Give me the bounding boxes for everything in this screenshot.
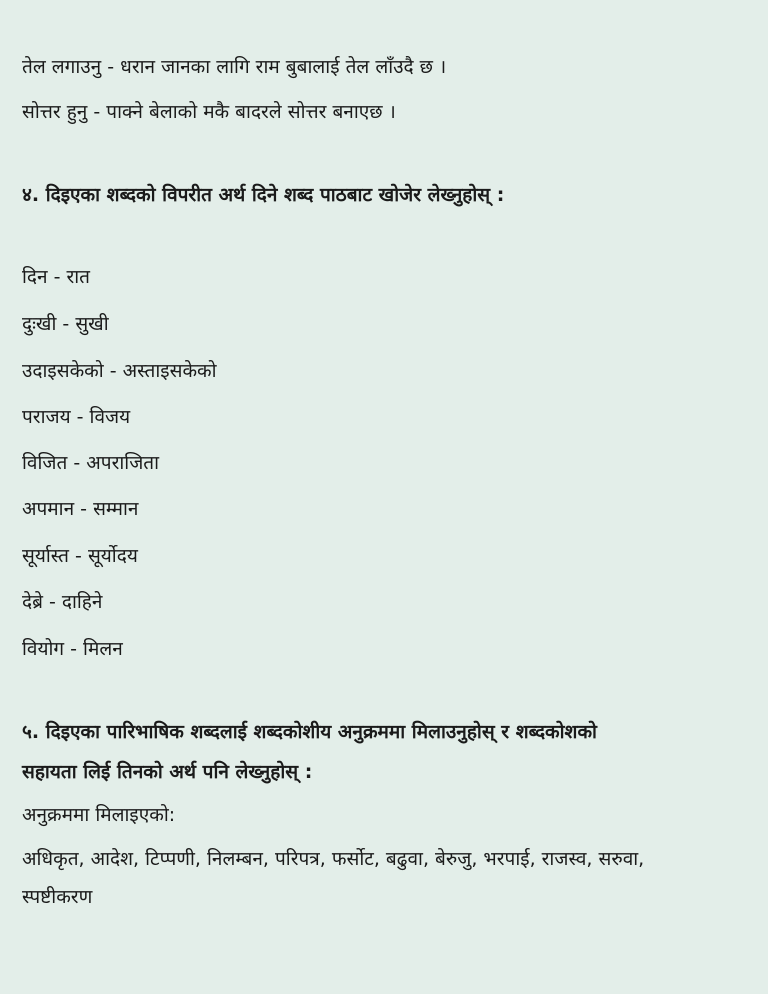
antonym-pair: अपमान - सम्मान <box>22 498 139 520</box>
antonym-pair: विजित - अपराजिता <box>22 452 160 474</box>
antonym-pair: दिन - रात <box>22 266 91 288</box>
question-4-heading: ४. दिइएका शब्दको विपरीत अर्थ दिने शब्द पाठबाट खोजेर लेख्नुहोस् : <box>22 184 505 206</box>
antonym-pair: देब्रे - दाहिने <box>22 591 103 613</box>
example-1: तेल लगाउनु - धरान जानका लागि राम बुबालाई तेल लाँउदै छ । <box>22 56 447 78</box>
sorted-list-line-1: अधिकृत, आदेश, टिप्पणी, निलम्बन, परिपत्र, फर्सोट, बढुवा, बेरुजु, भरपाई, राजस्व, सरुवा, <box>22 848 645 870</box>
antonym-pair: पराजय - विजय <box>22 406 131 428</box>
sorted-label: अनुक्रममा मिलाइएको: <box>22 804 176 826</box>
antonym-pair: वियोग - मिलन <box>22 638 123 660</box>
antonym-pair: दुःखी - सुखी <box>22 313 109 335</box>
sorted-list-line-2: स्पष्टीकरण <box>22 886 93 908</box>
antonym-pair: उदाइसकेको - अस्ताइसकेको <box>22 360 217 382</box>
question-5-heading-line-2: सहायता लिई तिनको अर्थ पनि लेख्नुहोस् : <box>22 761 313 783</box>
example-2: सोत्तर हुनु - पाक्ने बेलाको मकै बादरले सोत्तर बनाएछ । <box>22 101 396 123</box>
question-5-heading-line-1: ५. दिइएका पारिभाषिक शब्दलाई शब्दकोशीय अनुक्रममा मिलाउनुहोस् र शब्दकोशको <box>22 721 597 743</box>
antonym-pair: सूर्यास्त - सूर्योदय <box>22 545 138 567</box>
